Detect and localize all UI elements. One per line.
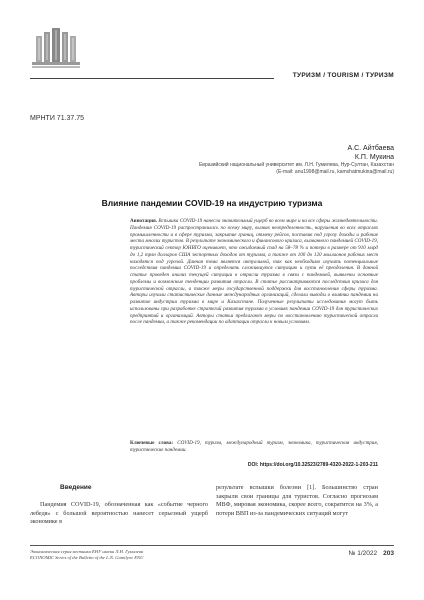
journal-name-en: ECONOMIC Series of the Bulletin of the L.N. Gumilyov ENU (30, 555, 144, 560)
doi-link[interactable]: DOI: https://doi.org/10.32523/2789-4320-2022-1-203-211 (247, 462, 378, 468)
issue-number: № 1/2022 (348, 550, 378, 557)
abstract (130, 218, 378, 326)
keywords-label: Ключевые слова: (130, 440, 174, 446)
body-column-right (216, 484, 378, 518)
footer-issue (348, 550, 394, 557)
body-column-left (30, 484, 208, 527)
university-logo (30, 22, 82, 70)
journal-name-ru: Экономическая серия вестника ЕНУ имени Л.Н. Гумилева (30, 549, 144, 554)
intro-heading: Введение (60, 484, 92, 491)
body-paragraph: Пандемия COVID-19, обозначенная как «событие черного лебедя» с большой вероятностью нанесет серьезный ущерб экономике в (30, 501, 208, 526)
keywords-text: COVID-19, туризм, международный туризм, экономика, туристическая индустрия, туристические пандемии. (130, 440, 378, 453)
author-name: А.С. Айтбаева (347, 145, 394, 152)
affiliation-line: Евразийский национальный университет им. Л.Н. Гумилева, Нур-Султан, Казахстан (198, 162, 394, 168)
footer-divider (30, 545, 394, 546)
page-number: 203 (383, 550, 394, 557)
body-paragraph: результате вспышки болезни [1]. Большинство стран закрыли свои границы для туристов. Согласно прогнозам МВФ, мировая экономика, скорее всего, сократится на 3%, а потери ВВП из-за пандемических ситуаций могут (216, 484, 378, 517)
abstract-text: Вспышка COVID-19 нанесла значительный ущерб во всем мире и на все сферы жизнедеятельности. Пандемия COVID-19 распространилась по всему миру, вызвав неопределенность, нарушения во всех отраслях промышленности и в сфере туризма, закрытие границ, отмену рейсов, поставив под угрозу доходы и рабочие места многих туристов. В результате экономического и финансового кризиса, вызванного пандемией COVID-19, туристический сектор ЮНВТО оценивает, что ожидаемый спад на 58–78 % и потери в размере от 910 млрд до 1,2 трлн долларов США экспортных доходов от туризма, а также от 100 до 120 миллионов рабочих мест находятся под угрозой. Данная тема является актуальной, так как необходимо изучить потенциальные последствия пандемии COVID-19 и определить сложившуюся ситуацию и пути её преодоления. В данной статье проведен анализ текущей ситуации в отрасли туризма в связи с пандемией, выявлены основные проблемы и возможные тенденции развития отрасли. В статье рассматриваются последствия кризиса для туристической отрасли, а также меры государственной поддержки для восстановления сферы туризма. Авторы изучили статистические данные международных организаций, сделали выводы о влиянии пандемии на развитие индустрии туризма в мире и Казахстане. Полученные результаты исследования могут быть использованы при разработке стратегий развития туризма в условиях пандемии COVID-19 для туристических предприятий и организаций. Авторы статьи предлагают меры по восстановлению туристической отрасли после пандемии, а также рекомендации по адаптации отрасли к новым условиям. (130, 218, 378, 326)
grnti-code: МРНТИ 71.37.75 (30, 115, 85, 122)
footer-journal (30, 549, 143, 561)
authors (347, 144, 394, 162)
header-divider (30, 78, 274, 79)
author-name: К.П. Мукина (354, 154, 394, 161)
affiliation (199, 162, 394, 176)
paper-title: Влияние пандемии COVID-19 на индустрию туризма (101, 198, 323, 208)
abstract-label: Аннотация. (130, 218, 158, 224)
affiliation-email: (E-mail: anu1998@mail.ru, kamshatmukina@mail.ru) (276, 169, 394, 175)
keywords (130, 440, 378, 454)
section-label: ТУРИЗМ / TOURISM / TУРИЗМ (292, 72, 394, 79)
